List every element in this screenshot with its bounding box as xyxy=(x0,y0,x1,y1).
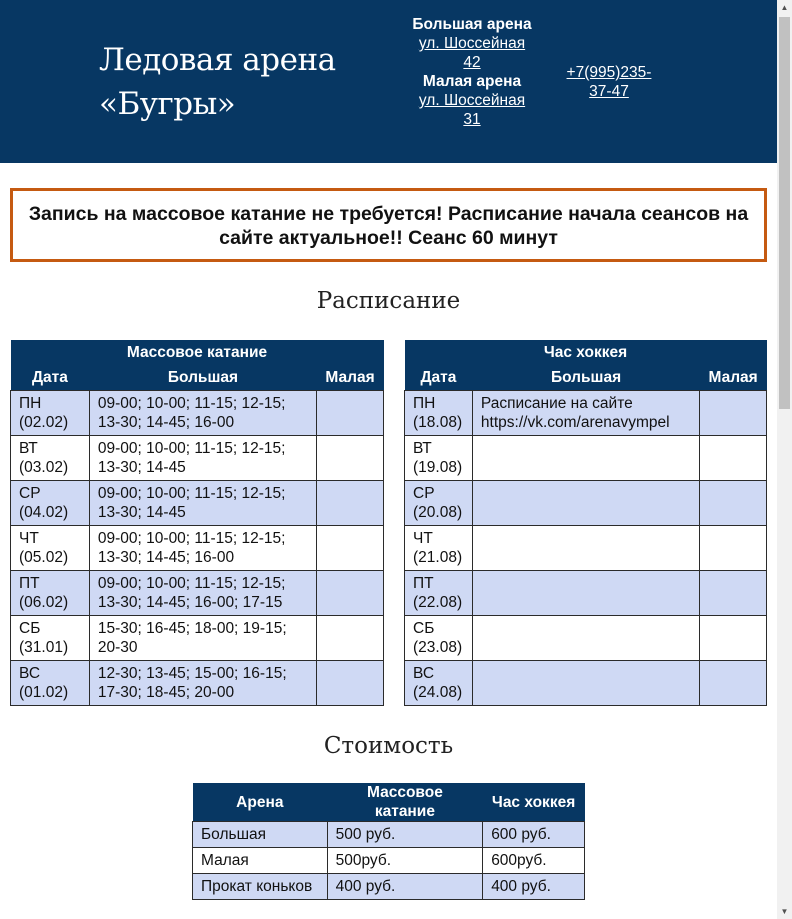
phone-link[interactable]: +7(995)235-37-47 xyxy=(566,64,652,100)
skating-date: (05.02) xyxy=(19,548,69,566)
hockey-day: ВТ xyxy=(413,439,432,457)
hockey-date-cell xyxy=(405,435,473,480)
hockey-small-cell xyxy=(700,525,767,570)
skating-small-cell xyxy=(317,615,384,660)
hockey-row xyxy=(405,660,767,705)
notice-banner: Запись на массовое катание не требуется! Расписание начала сеансов на сайте актуальное!! Сеанс 60 минут xyxy=(10,188,767,262)
skating-big-cell: 09-00; 10-00; 11-15; 12-15; 13-30; 14-45 xyxy=(89,480,316,525)
site-logo[interactable]: Ледовая арена «Бугры» xyxy=(99,42,336,122)
skating-small-cell xyxy=(317,660,384,705)
phone-block xyxy=(560,63,658,101)
skating-day: СБ xyxy=(19,619,41,637)
skating-schedule-table xyxy=(10,340,384,706)
skating-day: ВТ xyxy=(19,439,38,457)
skating-date: (04.02) xyxy=(19,503,69,521)
hockey-big-cell: Расписание на сайте https://vk.com/arenavympel xyxy=(472,390,699,435)
skating-big-cell: 09-00; 10-00; 11-15; 12-15; 13-30; 14-45; 16-00 xyxy=(89,390,316,435)
hockey-date: (20.08) xyxy=(413,503,463,521)
price-table xyxy=(192,783,585,900)
price-col-arena: Арена xyxy=(193,783,328,822)
hockey-date: (23.08) xyxy=(413,638,463,656)
skating-col-big: Большая xyxy=(89,365,316,390)
skating-date: (31.01) xyxy=(19,638,69,656)
skating-date: (03.02) xyxy=(19,458,69,476)
hockey-col-big: Большая xyxy=(472,365,699,390)
hockey-big-cell xyxy=(472,480,699,525)
skating-date-cell xyxy=(11,435,90,480)
arena-big-address-link[interactable]: ул. Шоссейная 42 xyxy=(418,35,526,71)
hockey-col-small: Малая xyxy=(700,365,767,390)
scrollbar-thumb[interactable] xyxy=(779,17,790,409)
skating-day: ПН xyxy=(19,394,42,412)
skating-day: ВС xyxy=(19,664,41,682)
skating-day: ПТ xyxy=(19,574,40,592)
hockey-row xyxy=(405,435,767,480)
hockey-row xyxy=(405,615,767,660)
skating-row xyxy=(11,615,384,660)
hockey-big-cell xyxy=(472,525,699,570)
hockey-date-cell xyxy=(405,390,473,435)
skating-small-cell xyxy=(317,435,384,480)
skating-table-title: Массовое катание xyxy=(11,340,384,365)
skating-row xyxy=(11,390,384,435)
skating-col-date: Дата xyxy=(11,365,90,390)
skating-date-cell xyxy=(11,660,90,705)
price-table-body xyxy=(193,822,585,900)
hockey-row xyxy=(405,570,767,615)
skating-row xyxy=(11,570,384,615)
hockey-big-cell xyxy=(472,435,699,480)
arena-addresses xyxy=(412,15,532,129)
skating-table-body xyxy=(11,390,384,705)
hockey-date: (21.08) xyxy=(413,548,463,566)
skating-date-cell xyxy=(11,390,90,435)
skating-row xyxy=(11,480,384,525)
hockey-small-cell xyxy=(700,570,767,615)
hockey-day: ЧТ xyxy=(413,529,433,547)
skating-small-cell xyxy=(317,570,384,615)
price-hockey-cell: 600руб. xyxy=(483,848,585,874)
hockey-big-cell xyxy=(472,660,699,705)
price-row xyxy=(193,822,585,848)
hockey-col-date: Дата xyxy=(405,365,473,390)
skating-date: (06.02) xyxy=(19,593,69,611)
hockey-row xyxy=(405,525,767,570)
price-arena-cell: Прокат коньков xyxy=(193,874,328,900)
hockey-row xyxy=(405,480,767,525)
hockey-date: (18.08) xyxy=(413,413,463,431)
price-row xyxy=(193,874,585,900)
hockey-big-cell xyxy=(472,570,699,615)
hockey-day: ВС xyxy=(413,664,435,682)
hockey-date-cell xyxy=(405,525,473,570)
hockey-day: ПТ xyxy=(413,574,434,592)
hockey-day: ПН xyxy=(413,394,436,412)
hockey-small-cell xyxy=(700,435,767,480)
hockey-date: (24.08) xyxy=(413,683,463,701)
hockey-date: (22.08) xyxy=(413,593,463,611)
hockey-big-cell xyxy=(472,615,699,660)
hockey-small-cell xyxy=(700,615,767,660)
price-hockey-cell: 400 руб. xyxy=(483,874,585,900)
skating-col-small: Малая xyxy=(317,365,384,390)
skating-date-cell xyxy=(11,570,90,615)
skating-date-cell xyxy=(11,615,90,660)
skating-date: (01.02) xyxy=(19,683,69,701)
skating-big-cell: 15-30; 16-45; 18-00; 19-15; 20-30 xyxy=(89,615,316,660)
price-skating-cell: 500 руб. xyxy=(327,822,483,848)
skating-date-cell xyxy=(11,480,90,525)
skating-date: (02.02) xyxy=(19,413,69,431)
hockey-schedule-table xyxy=(404,340,767,706)
hockey-day: СР xyxy=(413,484,435,502)
hockey-date-cell xyxy=(405,615,473,660)
skating-row xyxy=(11,435,384,480)
price-skating-cell: 500руб. xyxy=(327,848,483,874)
vertical-scrollbar[interactable] xyxy=(777,0,792,919)
scroll-up-arrow-icon[interactable]: ▲ xyxy=(780,3,789,12)
scroll-down-arrow-icon[interactable]: ▼ xyxy=(780,907,789,916)
hockey-table-body xyxy=(405,390,767,705)
skating-small-cell xyxy=(317,390,384,435)
skating-small-cell xyxy=(317,480,384,525)
hockey-table-title: Час хоккея xyxy=(405,340,767,365)
arena-big-name: Большая арена xyxy=(412,16,532,33)
skating-row xyxy=(11,660,384,705)
hockey-date-cell xyxy=(405,570,473,615)
skating-date-cell xyxy=(11,525,90,570)
price-col-hockey: Час хоккея xyxy=(483,783,585,822)
arena-small-name: Малая арена xyxy=(422,73,522,90)
hockey-date-cell xyxy=(405,660,473,705)
site-header xyxy=(0,0,777,163)
price-col-skating: Массовое катание xyxy=(327,783,483,822)
skating-big-cell: 09-00; 10-00; 11-15; 12-15; 13-30; 14-45; 16-00 xyxy=(89,525,316,570)
hockey-date: (19.08) xyxy=(413,458,463,476)
hockey-small-cell xyxy=(700,390,767,435)
skating-big-cell: 12-30; 13-45; 15-00; 16-15; 17-30; 18-45; 20-00 xyxy=(89,660,316,705)
hockey-small-cell xyxy=(700,660,767,705)
schedule-heading: Расписание xyxy=(316,288,461,314)
hockey-small-cell xyxy=(700,480,767,525)
skating-day: СР xyxy=(19,484,41,502)
hockey-day: СБ xyxy=(413,619,435,637)
hockey-row xyxy=(405,390,767,435)
skating-day: ЧТ xyxy=(19,529,39,547)
price-arena-cell: Большая xyxy=(193,822,328,848)
price-skating-cell: 400 руб. xyxy=(327,874,483,900)
price-hockey-cell: 600 руб. xyxy=(483,822,585,848)
skating-big-cell: 09-00; 10-00; 11-15; 12-15; 13-30; 14-45; 16-00; 17-15 xyxy=(89,570,316,615)
hockey-date-cell xyxy=(405,480,473,525)
skating-big-cell: 09-00; 10-00; 11-15; 12-15; 13-30; 14-45 xyxy=(89,435,316,480)
skating-small-cell xyxy=(317,525,384,570)
skating-row xyxy=(11,525,384,570)
price-arena-cell: Малая xyxy=(193,848,328,874)
price-heading: Стоимость xyxy=(323,733,454,759)
price-row xyxy=(193,848,585,874)
arena-small-address-link[interactable]: ул. Шоссейная 31 xyxy=(418,92,526,128)
